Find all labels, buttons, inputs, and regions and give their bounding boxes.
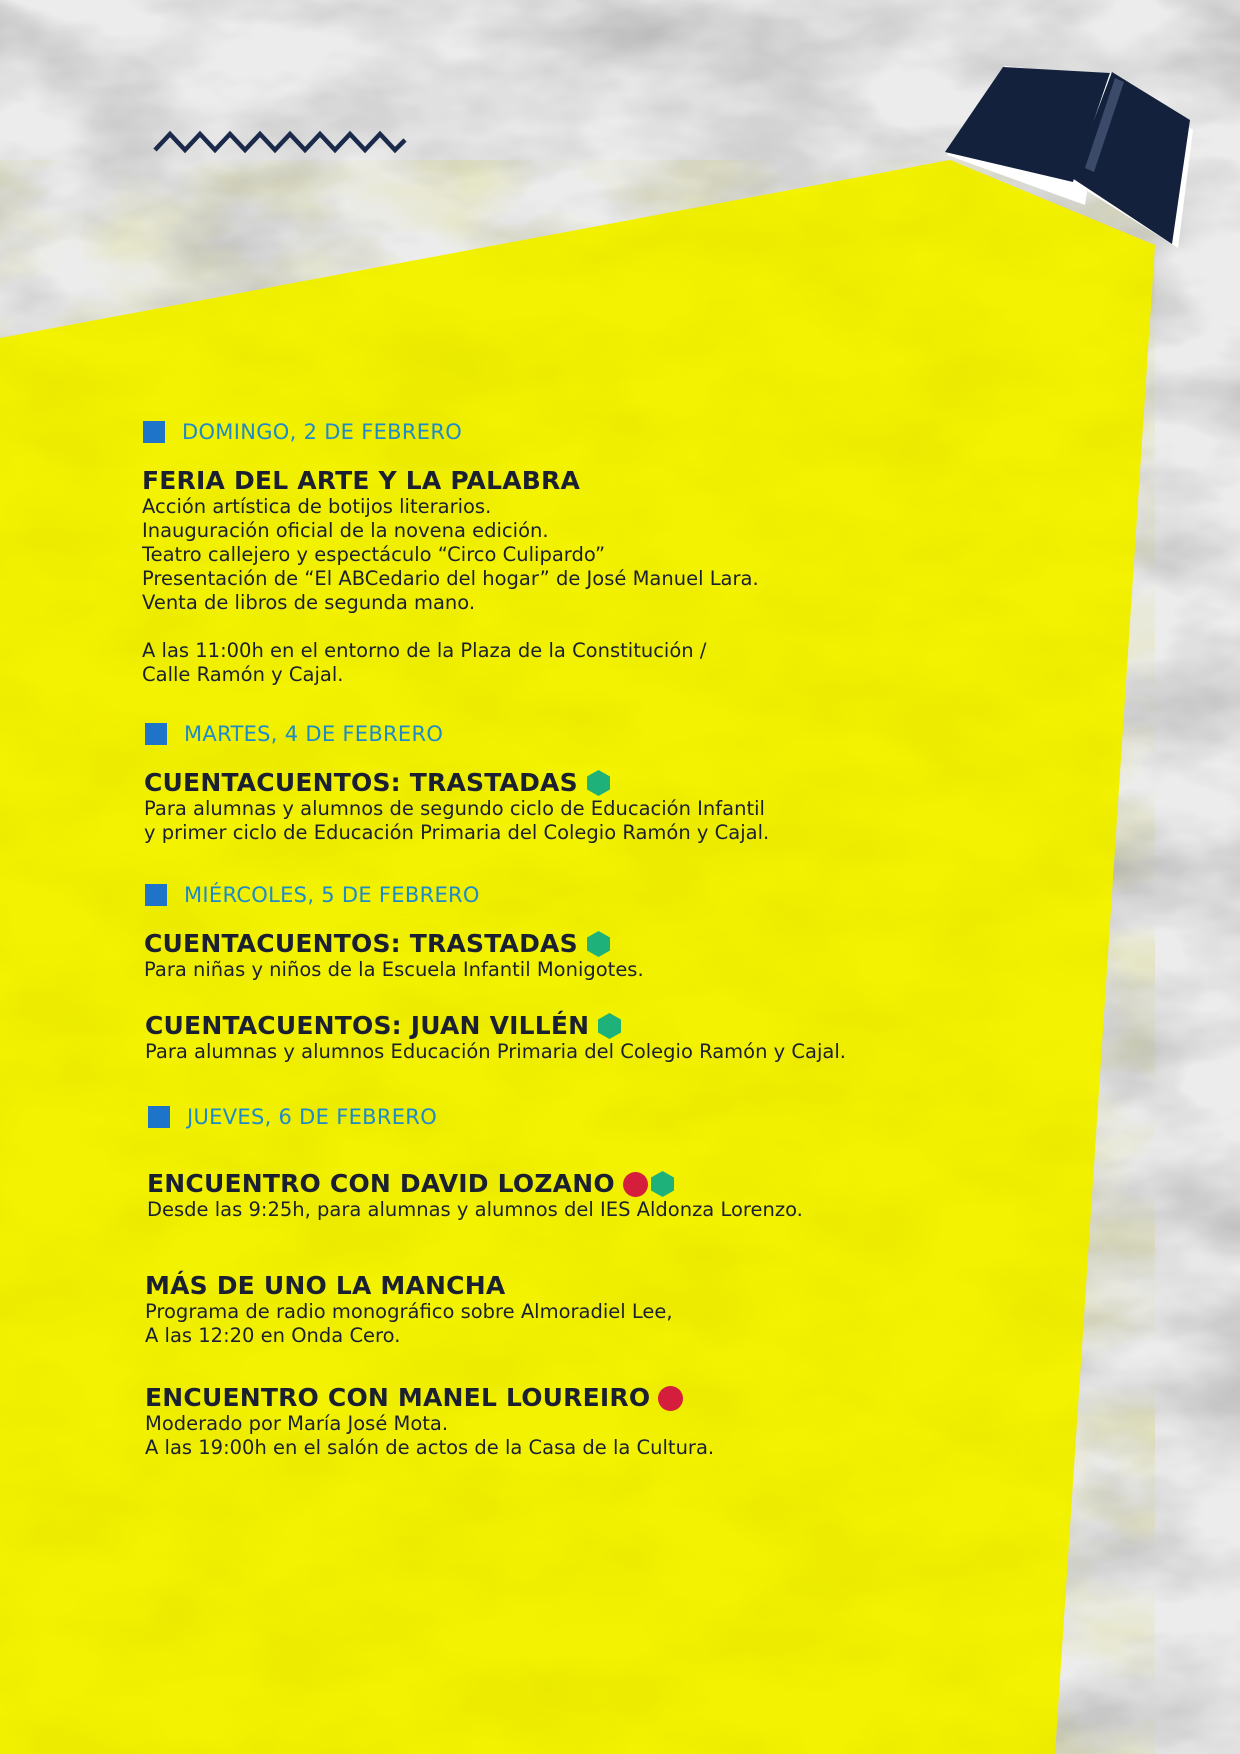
day-header-label: MIÉRCOLES, 5 DE FEBRERO bbox=[184, 883, 480, 907]
blue-square-icon bbox=[143, 421, 165, 443]
event-title: ENCUENTRO CON DAVID LOZANO bbox=[147, 1169, 615, 1198]
event-cuentacuentos-juan-villen bbox=[145, 1012, 846, 1064]
day-header-jueves bbox=[148, 1105, 437, 1129]
event-line: A las 19:00h en el salón de actos de la Casa de la Cultura. bbox=[145, 1436, 715, 1459]
event-line: Para alumnas y alumnos de segundo ciclo de Educación Infantil bbox=[144, 797, 765, 820]
event-feria-arte-palabra bbox=[142, 467, 759, 687]
event-line: y primer ciclo de Educación Primaria del Colegio Ramón y Cajal. bbox=[144, 821, 770, 844]
day-header-label: MARTES, 4 DE FEBRERO bbox=[184, 722, 444, 746]
event-title: FERIA DEL ARTE Y LA PALABRA bbox=[142, 466, 581, 495]
event-line: Para niñas y niños de la Escuela Infantil Monigotes. bbox=[144, 958, 644, 981]
green-hexagon-icon bbox=[586, 769, 611, 797]
event-title: ENCUENTRO CON MANEL LOUREIRO bbox=[145, 1383, 651, 1412]
event-title: CUENTACUENTOS: TRASTADAS bbox=[144, 929, 578, 958]
event-cuentacuentos-trastadas-monigotes bbox=[144, 930, 644, 982]
day-header-martes bbox=[145, 722, 443, 746]
green-hexagon-icon bbox=[650, 1170, 675, 1198]
day-header-miercoles bbox=[145, 883, 480, 907]
red-dot-icon bbox=[623, 1172, 648, 1197]
event-line: Venta de libros de segunda mano. bbox=[142, 591, 476, 614]
event-line: A las 12:20 en Onda Cero. bbox=[145, 1324, 401, 1347]
day-header-domingo bbox=[143, 420, 462, 444]
day-header-label: JUEVES, 6 DE FEBRERO bbox=[187, 1105, 438, 1129]
event-line: Presentación de “El ABCedario del hogar” de José Manuel Lara. bbox=[142, 567, 759, 590]
red-dot-icon bbox=[658, 1386, 683, 1411]
green-hexagon-icon bbox=[586, 930, 611, 958]
event-line: Moderado por María José Mota. bbox=[145, 1412, 449, 1435]
blue-square-icon bbox=[148, 1106, 170, 1128]
blue-square-icon bbox=[145, 884, 167, 906]
blue-square-icon bbox=[145, 723, 167, 745]
event-line: Teatro callejero y espectáculo “Circo Culipardo” bbox=[142, 543, 606, 566]
green-hexagon-icon bbox=[597, 1012, 622, 1040]
event-line: Acción artística de botijos literarios. bbox=[142, 495, 492, 518]
event-cuentacuentos-trastadas bbox=[144, 769, 769, 845]
event-encuentro-david-lozano bbox=[147, 1170, 803, 1222]
event-place-line: A las 11:00h en el entorno de la Plaza de la Constitución / bbox=[142, 639, 707, 662]
event-title: CUENTACUENTOS: TRASTADAS bbox=[144, 768, 578, 797]
event-line: Desde las 9:25h, para alumnas y alumnos del IES Aldonza Lorenzo. bbox=[147, 1198, 803, 1221]
event-title: CUENTACUENTOS: JUAN VILLÉN bbox=[145, 1011, 590, 1040]
event-line: Inauguración oficial de la novena edición. bbox=[142, 519, 549, 542]
event-encuentro-manel-loureiro bbox=[145, 1384, 714, 1460]
event-mas-de-uno-la-mancha bbox=[145, 1272, 673, 1348]
event-line: Programa de radio monográfico sobre Almoradiel Lee, bbox=[145, 1300, 673, 1323]
day-header-label: DOMINGO, 2 DE FEBRERO bbox=[182, 420, 463, 444]
event-place-line: Calle Ramón y Cajal. bbox=[142, 663, 344, 686]
event-title: MÁS DE UNO LA MANCHA bbox=[145, 1271, 506, 1300]
event-line: Para alumnas y alumnos Educación Primaria del Colegio Ramón y Cajal. bbox=[145, 1040, 846, 1063]
